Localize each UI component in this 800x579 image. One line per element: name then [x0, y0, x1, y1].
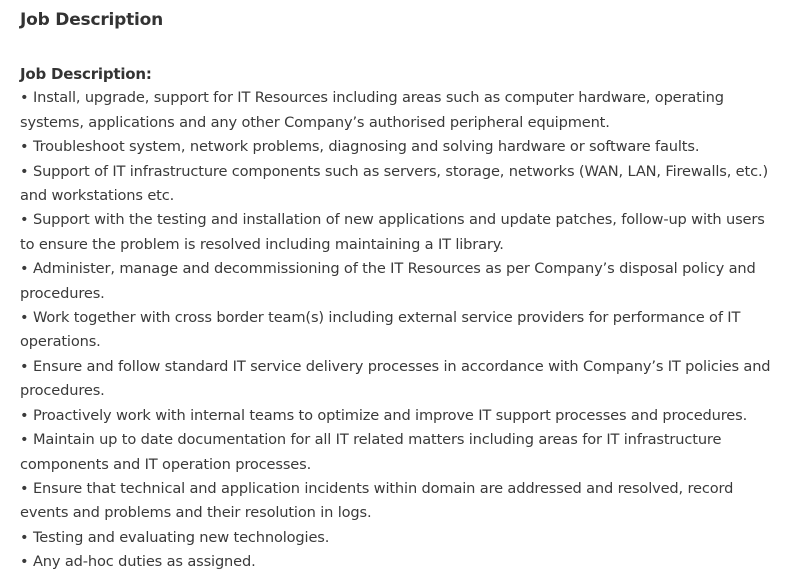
- list-item-text: Testing and evaluating new technologies.: [32, 528, 330, 546]
- list-item: [20, 428, 780, 477]
- list-item: [20, 477, 780, 526]
- bullet-marker: •: [20, 138, 29, 156]
- list-item: [20, 404, 780, 428]
- list-item: [20, 550, 780, 574]
- list-item: [20, 355, 780, 404]
- list-item: [20, 135, 780, 159]
- bullet-marker: •: [20, 309, 29, 327]
- bullet-marker: •: [20, 479, 29, 497]
- bullet-marker: •: [20, 406, 29, 424]
- bullet-marker: •: [20, 431, 29, 449]
- list-item-text: Any ad-hoc duties as assigned.: [32, 553, 256, 571]
- bullet-marker: •: [20, 260, 29, 278]
- list-item-text: Troubleshoot system, network problems, diagnosing and solving hardware or software faults.: [32, 138, 700, 156]
- list-item: [20, 306, 780, 355]
- list-item-text: Ensure and follow standard IT service delivery processes in accordance with Company’s IT policies and procedures.: [20, 357, 771, 400]
- bullet-marker: •: [20, 89, 29, 107]
- responsibilities-list: [20, 86, 780, 574]
- bullet-marker: •: [20, 162, 29, 180]
- list-item-text: Ensure that technical and application incidents within domain are addressed and resolved, record events and problems and their resolution in logs.: [20, 479, 734, 522]
- list-item: [20, 208, 780, 257]
- list-item: [20, 257, 780, 306]
- list-item-text: Maintain up to date documentation for all IT related matters including areas for IT infrastructure components and IT operation processes.: [20, 431, 722, 473]
- list-item-text: Install, upgrade, support for IT Resources including areas such as computer hardware, operating systems, applications and any other Company’s authorised peripheral equipment.: [20, 89, 724, 131]
- bullet-marker: •: [20, 528, 29, 546]
- list-item-text: Support of IT infrastructure components such as servers, storage, networks (WAN, LAN, Firewalls, etc.) and workstations etc.: [20, 162, 768, 205]
- list-item-text: Administer, manage and decommissioning of the IT Resources as per Company’s disposal policy and procedures.: [20, 260, 756, 302]
- list-item-text: Support with the testing and installation of new applications and update patches, follow-up with users to ensure the problem is resolved including maintaining a IT library.: [20, 211, 765, 253]
- list-item: [20, 86, 780, 135]
- bullet-marker: •: [20, 211, 29, 229]
- bullet-marker: •: [20, 357, 29, 375]
- bullet-marker: •: [20, 553, 29, 571]
- section-title: Job Description: [20, 10, 164, 30]
- list-item: [20, 526, 780, 550]
- description-heading: Job Description:: [20, 65, 152, 83]
- list-item: [20, 160, 780, 209]
- list-item-text: Proactively work with internal teams to optimize and improve IT support processes and procedures.: [32, 406, 748, 424]
- list-item-text: Work together with cross border team(s) including external service providers for performance of IT operations.: [20, 309, 741, 351]
